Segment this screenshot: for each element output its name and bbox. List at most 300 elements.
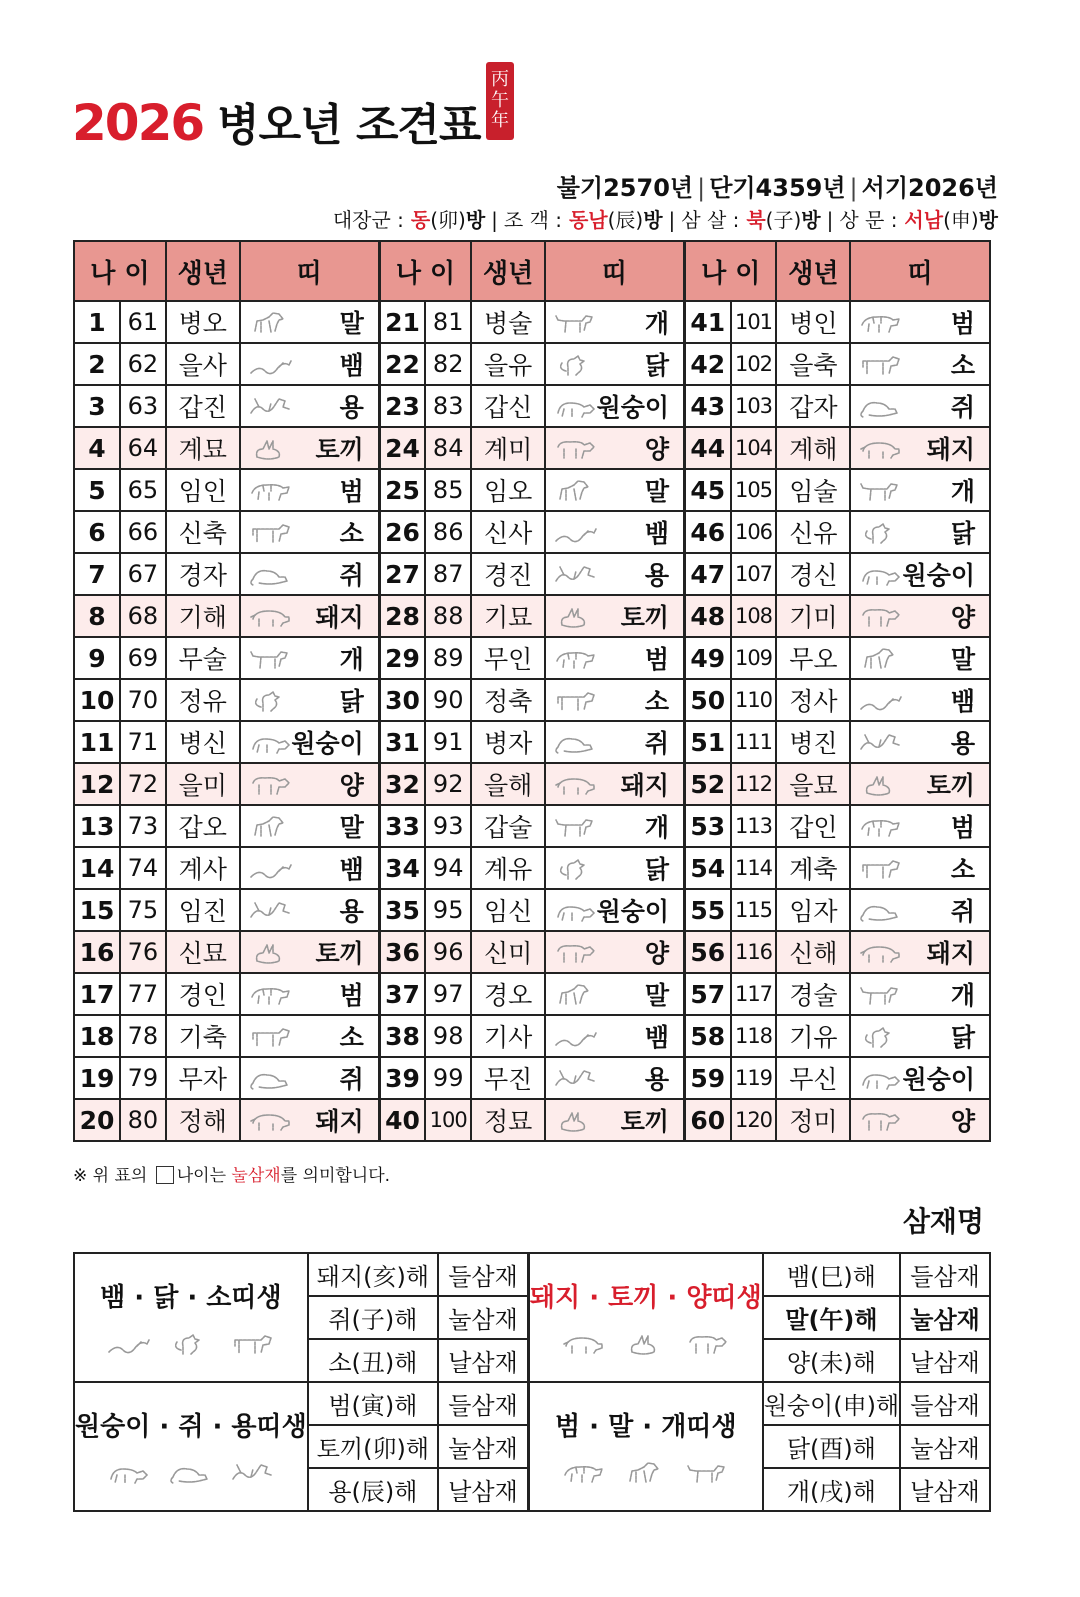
age-plus60-cell: 89 [425, 637, 471, 679]
age-plus60-cell: 92 [425, 763, 471, 805]
age-plus60-cell: 68 [120, 595, 166, 637]
age-plus60-cell: 75 [120, 889, 166, 931]
ox-icon [554, 689, 598, 715]
birth-year-cell: 갑신 [471, 385, 545, 427]
zodiac-cell [545, 553, 685, 595]
zodiac-name: 토끼 [620, 603, 670, 632]
samjae-year: 소(丑)해 [308, 1339, 438, 1382]
samjae-group-icons [75, 1332, 307, 1358]
age-plus60-cell: 91 [425, 721, 471, 763]
samjae-year: 말(午)해 [763, 1296, 900, 1339]
ox-icon [231, 1332, 275, 1358]
zodiac-name: 범 [950, 813, 975, 842]
rabbit-icon [554, 605, 598, 631]
age-cell: 47 [685, 553, 731, 595]
age-plus60-cell: 65 [120, 469, 166, 511]
zodiac-name: 양 [644, 939, 670, 968]
direction-suffix: 방 [643, 208, 663, 232]
snake-icon [859, 689, 903, 715]
zodiac-cell [545, 679, 685, 721]
zodiac-cell [850, 1057, 990, 1099]
header-zodiac: 띠 [545, 241, 685, 301]
age-cell: 40 [379, 1099, 425, 1141]
sheep-icon [686, 1332, 730, 1358]
samjae-year: 뱀(巳)해 [763, 1253, 900, 1296]
direction-suffix: 방 [978, 208, 998, 232]
dragon-icon [249, 395, 293, 421]
ox-icon [859, 353, 903, 379]
age-plus60-cell: 95 [425, 889, 471, 931]
zodiac-name: 닭 [950, 519, 975, 548]
zodiac-cell [545, 763, 685, 805]
samjae-group-label: 뱀 · 닭 · 소띠생 [100, 1283, 282, 1313]
age-cell: 13 [74, 805, 120, 847]
age-table [73, 240, 991, 1142]
page-title [72, 78, 481, 152]
rooster-icon [554, 353, 598, 379]
age-plus60-cell: 119 [731, 1057, 777, 1099]
age-cell: 18 [74, 1015, 120, 1057]
samjae-group [528, 1253, 762, 1382]
rooster-icon [249, 689, 293, 715]
age-plus60-cell: 63 [120, 385, 166, 427]
snake-icon [554, 1025, 598, 1051]
horse-icon [859, 647, 903, 673]
table-row [74, 553, 990, 595]
samjae-type: 들삼재 [900, 1253, 990, 1296]
age-cell: 30 [379, 679, 425, 721]
zodiac-name: 뱀 [644, 519, 670, 548]
header-age: 나 이 [379, 241, 471, 301]
zodiac-name: 쥐 [339, 561, 364, 590]
age-cell: 3 [74, 385, 120, 427]
age-plus60-cell: 72 [120, 763, 166, 805]
age-cell: 37 [379, 973, 425, 1015]
samjae-type: 날삼재 [438, 1339, 528, 1382]
zodiac-cell [545, 595, 685, 637]
table-row [74, 595, 990, 637]
age-plus60-cell: 85 [425, 469, 471, 511]
direction-suffix: 방 [801, 208, 821, 232]
zodiac-name: 소 [950, 351, 975, 380]
zodiac-name: 원숭이 [902, 1065, 975, 1094]
era-line [557, 168, 998, 203]
sheep-icon [554, 437, 598, 463]
age-plus60-cell: 118 [731, 1015, 777, 1057]
seal-char: 午 [491, 89, 509, 111]
zodiac-cell [850, 721, 990, 763]
zodiac-cell [545, 973, 685, 1015]
rooster-icon [859, 521, 903, 547]
direction-item [504, 208, 663, 232]
dog-icon [686, 1461, 730, 1487]
era-dangi: 단기4359년 [709, 174, 846, 202]
zodiac-cell [850, 847, 990, 889]
age-cell: 38 [379, 1015, 425, 1057]
zodiac-cell [240, 889, 380, 931]
rooster-icon [169, 1332, 213, 1358]
birth-year-cell: 신축 [166, 511, 240, 553]
age-plus60-cell: 113 [731, 805, 777, 847]
zodiac-name: 뱀 [339, 351, 364, 380]
age-plus60-cell: 79 [120, 1057, 166, 1099]
birth-year-cell: 경자 [166, 553, 240, 595]
birth-year-cell: 임술 [776, 469, 850, 511]
samjae-year: 양(未)해 [763, 1339, 900, 1382]
birth-year-cell: 갑오 [166, 805, 240, 847]
samjae-type: 눌삼재 [900, 1425, 990, 1468]
snake-icon [249, 857, 293, 883]
dog-icon [859, 983, 903, 1009]
age-cell: 59 [685, 1057, 731, 1099]
zodiac-name: 뱀 [950, 687, 975, 716]
table-row [74, 427, 990, 469]
age-cell: 58 [685, 1015, 731, 1057]
zodiac-name: 개 [644, 309, 670, 338]
samjae-year: 원숭이(申)해 [763, 1382, 900, 1425]
rooster-icon [859, 1025, 903, 1051]
age-cell: 27 [379, 553, 425, 595]
age-cell: 57 [685, 973, 731, 1015]
snake-icon [107, 1332, 151, 1358]
zodiac-cell [545, 721, 685, 763]
zodiac-name: 양 [339, 771, 364, 800]
rat-icon [859, 395, 903, 421]
zodiac-name: 토끼 [315, 435, 364, 464]
zodiac-name: 토끼 [315, 939, 364, 968]
zodiac-name: 닭 [950, 1023, 975, 1052]
direction-hanja: (申) [943, 208, 979, 232]
zodiac-cell [545, 637, 685, 679]
tiger-icon [859, 311, 903, 337]
header-year: 생년 [471, 241, 545, 301]
direction-value: 서남 [904, 208, 944, 232]
zodiac-name: 돼지 [620, 771, 670, 800]
age-plus60-cell: 117 [731, 973, 777, 1015]
zodiac-cell [850, 511, 990, 553]
samjae-type: 들삼재 [900, 1382, 990, 1425]
separator: | [849, 174, 858, 202]
age-plus60-cell: 101 [731, 301, 777, 343]
zodiac-cell [240, 553, 380, 595]
horse-icon [249, 311, 293, 337]
dragon-icon [554, 1067, 598, 1093]
age-plus60-cell: 98 [425, 1015, 471, 1057]
zodiac-name: 뱀 [644, 1023, 670, 1052]
seal-stamp [486, 62, 514, 140]
birth-year-cell: 계해 [776, 427, 850, 469]
zodiac-name: 닭 [644, 855, 670, 884]
age-cell: 25 [379, 469, 425, 511]
zodiac-cell [240, 679, 380, 721]
samjae-year: 토끼(卯)해 [308, 1425, 438, 1468]
horse-icon [554, 479, 598, 505]
direction-item [681, 208, 820, 232]
zodiac-cell [545, 469, 685, 511]
age-plus60-cell: 80 [120, 1099, 166, 1141]
birth-year-cell: 경진 [471, 553, 545, 595]
birth-year-cell: 무신 [776, 1057, 850, 1099]
birth-year-cell: 경술 [776, 973, 850, 1015]
direction-label: 삼 살 : [681, 208, 740, 232]
tiger-icon [249, 983, 293, 1009]
zodiac-name: 용 [950, 729, 975, 758]
age-cell: 33 [379, 805, 425, 847]
birth-year-cell: 계축 [776, 847, 850, 889]
age-cell: 22 [379, 343, 425, 385]
header-year: 생년 [776, 241, 850, 301]
birth-year-cell: 무술 [166, 637, 240, 679]
samjae-row [74, 1382, 990, 1425]
birth-year-cell: 경신 [776, 553, 850, 595]
note-term: 눌삼재 [231, 1166, 281, 1186]
table-row [74, 889, 990, 931]
zodiac-cell [850, 427, 990, 469]
birth-year-cell: 임자 [776, 889, 850, 931]
zodiac-name: 용 [644, 561, 670, 590]
zodiac-cell [240, 805, 380, 847]
zodiac-cell [240, 721, 380, 763]
age-plus60-cell: 87 [425, 553, 471, 595]
zodiac-name: 원숭이 [596, 393, 670, 422]
samjae-type: 날삼재 [900, 1468, 990, 1511]
zodiac-name: 양 [644, 435, 670, 464]
age-plus60-cell: 76 [120, 931, 166, 973]
sheep-icon [554, 941, 598, 967]
header-zodiac: 띠 [850, 241, 990, 301]
sheep-icon [859, 1109, 903, 1135]
direction-label: 조 객 : [503, 208, 562, 232]
zodiac-name: 개 [950, 477, 975, 506]
zodiac-name: 말 [644, 981, 670, 1010]
table-row [74, 469, 990, 511]
note-prefix: ※ 위 표의 [73, 1166, 148, 1186]
zodiac-name: 소 [950, 855, 975, 884]
birth-year-cell: 갑술 [471, 805, 545, 847]
zodiac-name: 개 [950, 981, 975, 1010]
zodiac-name: 원숭이 [902, 561, 975, 590]
monkey-icon [107, 1461, 151, 1487]
direction-value: 동 [410, 208, 431, 232]
zodiac-name: 개 [644, 813, 670, 842]
samjae-year: 닭(酉)해 [763, 1425, 900, 1468]
age-cell: 50 [685, 679, 731, 721]
birth-year-cell: 병오 [166, 301, 240, 343]
zodiac-cell [545, 385, 685, 427]
dragon-icon [249, 899, 293, 925]
birth-year-cell: 임신 [471, 889, 545, 931]
zodiac-cell [545, 889, 685, 931]
birth-year-cell: 기유 [776, 1015, 850, 1057]
birth-year-cell: 병자 [471, 721, 545, 763]
samjae-year: 용(辰)해 [308, 1468, 438, 1511]
age-cell: 46 [685, 511, 731, 553]
samjae-group-icons [530, 1461, 762, 1487]
samjae-table [73, 1252, 991, 1512]
zodiac-name: 닭 [339, 687, 364, 716]
age-plus60-cell: 90 [425, 679, 471, 721]
age-cell: 35 [379, 889, 425, 931]
zodiac-cell [850, 1015, 990, 1057]
birth-year-cell: 갑인 [776, 805, 850, 847]
age-plus60-cell: 86 [425, 511, 471, 553]
samjae-year: 돼지(亥)해 [308, 1253, 438, 1296]
sheep-icon [249, 773, 293, 799]
age-plus60-cell: 107 [731, 553, 777, 595]
age-plus60-cell: 93 [425, 805, 471, 847]
seal-char: 年 [491, 110, 509, 132]
horse-icon [624, 1461, 668, 1487]
age-cell: 5 [74, 469, 120, 511]
samjae-type: 날삼재 [900, 1339, 990, 1382]
age-cell: 39 [379, 1057, 425, 1099]
seal-char: 丙 [491, 68, 509, 90]
zodiac-cell [850, 385, 990, 427]
age-cell: 1 [74, 301, 120, 343]
birth-year-cell: 을유 [471, 343, 545, 385]
zodiac-name: 토끼 [926, 771, 975, 800]
dog-icon [859, 479, 903, 505]
zodiac-name: 용 [644, 1065, 670, 1094]
samjae-type: 눌삼재 [900, 1296, 990, 1339]
birth-year-cell: 갑자 [776, 385, 850, 427]
snake-icon [249, 353, 293, 379]
zodiac-name: 양 [950, 603, 975, 632]
age-plus60-cell: 83 [425, 385, 471, 427]
age-cell: 8 [74, 595, 120, 637]
ox-icon [859, 857, 903, 883]
zodiac-name: 뱀 [339, 855, 364, 884]
footnote [73, 1161, 390, 1186]
monkey-icon [249, 731, 293, 757]
birth-year-cell: 기축 [166, 1015, 240, 1057]
table-row [74, 637, 990, 679]
zodiac-cell [850, 889, 990, 931]
zodiac-cell [545, 343, 685, 385]
zodiac-cell [545, 511, 685, 553]
age-cell: 54 [685, 847, 731, 889]
zodiac-cell [545, 805, 685, 847]
age-plus60-cell: 110 [731, 679, 777, 721]
rabbit-icon [554, 1109, 598, 1135]
direction-value: 북 [746, 208, 766, 232]
snake-icon [554, 521, 598, 547]
rabbit-icon [249, 437, 293, 463]
age-cell: 12 [74, 763, 120, 805]
birth-year-cell: 병진 [776, 721, 850, 763]
rabbit-icon [859, 773, 903, 799]
zodiac-cell [545, 847, 685, 889]
age-plus60-cell: 106 [731, 511, 777, 553]
zodiac-cell [545, 1057, 685, 1099]
table-row [74, 343, 990, 385]
age-cell: 53 [685, 805, 731, 847]
direction-suffix: 방 [465, 208, 486, 232]
direction-item [839, 208, 998, 232]
zodiac-cell [240, 1015, 380, 1057]
birth-year-cell: 정사 [776, 679, 850, 721]
age-cell: 29 [379, 637, 425, 679]
birth-year-cell: 신사 [471, 511, 545, 553]
age-plus60-cell: 100 [425, 1099, 471, 1141]
age-cell: 55 [685, 889, 731, 931]
zodiac-name: 범 [339, 477, 364, 506]
zodiac-name: 쥐 [644, 729, 670, 758]
birth-year-cell: 병신 [166, 721, 240, 763]
birth-year-cell: 계사 [166, 847, 240, 889]
zodiac-cell [850, 553, 990, 595]
zodiac-cell [240, 1099, 380, 1141]
zodiac-name: 쥐 [950, 897, 975, 926]
zodiac-cell [240, 595, 380, 637]
age-cell: 6 [74, 511, 120, 553]
zodiac-name: 양 [950, 1107, 975, 1136]
zodiac-name: 범 [950, 309, 975, 338]
age-cell: 21 [379, 301, 425, 343]
zodiac-cell [545, 931, 685, 973]
age-plus60-cell: 69 [120, 637, 166, 679]
header-age: 나 이 [685, 241, 777, 301]
zodiac-cell [240, 301, 380, 343]
zodiac-cell [240, 511, 380, 553]
highlight-swatch [156, 1166, 174, 1184]
zodiac-name: 소 [339, 1023, 364, 1052]
pig-icon [859, 437, 903, 463]
age-cell: 19 [74, 1057, 120, 1099]
age-cell: 51 [685, 721, 731, 763]
age-plus60-cell: 71 [120, 721, 166, 763]
zodiac-cell [850, 1099, 990, 1141]
birth-year-cell: 을사 [166, 343, 240, 385]
zodiac-name: 용 [339, 897, 364, 926]
table-row [74, 679, 990, 721]
tiger-icon [554, 647, 598, 673]
birth-year-cell: 정해 [166, 1099, 240, 1141]
birth-year-cell: 기묘 [471, 595, 545, 637]
rabbit-icon [249, 941, 293, 967]
samjae-year: 개(戌)해 [763, 1468, 900, 1511]
horse-icon [554, 983, 598, 1009]
birth-year-cell: 임오 [471, 469, 545, 511]
birth-year-cell: 을묘 [776, 763, 850, 805]
table-row [74, 1057, 990, 1099]
zodiac-name: 원숭이 [291, 729, 364, 758]
samjae-year: 쥐(子)해 [308, 1296, 438, 1339]
zodiac-name: 돼지 [926, 939, 975, 968]
pig-icon [554, 773, 598, 799]
zodiac-name: 소 [339, 519, 364, 548]
note-suffix: 를 의미합니다. [280, 1166, 391, 1186]
age-cell: 41 [685, 301, 731, 343]
zodiac-cell [545, 1099, 685, 1141]
age-plus60-cell: 112 [731, 763, 777, 805]
birth-year-cell: 신해 [776, 931, 850, 973]
age-plus60-cell: 108 [731, 595, 777, 637]
zodiac-cell [850, 763, 990, 805]
age-cell: 24 [379, 427, 425, 469]
dragon-icon [859, 731, 903, 757]
age-cell: 16 [74, 931, 120, 973]
age-cell: 43 [685, 385, 731, 427]
zodiac-cell [240, 973, 380, 1015]
table-row [74, 1099, 990, 1141]
table-header-row [74, 241, 990, 301]
age-plus60-cell: 109 [731, 637, 777, 679]
samjae-group-icons [530, 1332, 762, 1358]
age-plus60-cell: 64 [120, 427, 166, 469]
age-cell: 42 [685, 343, 731, 385]
samjae-year: 범(寅)해 [308, 1382, 438, 1425]
